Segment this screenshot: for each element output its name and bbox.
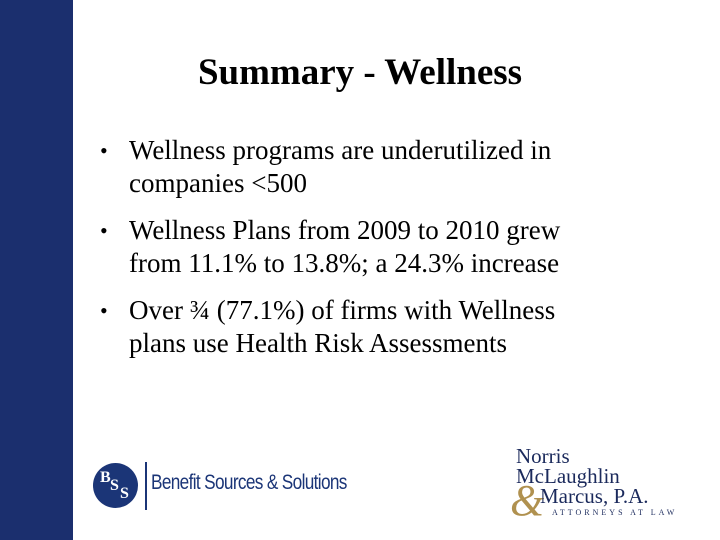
bullet-text-line: from 11.1% to 13.8%; a 24.3% increase [129, 248, 560, 278]
bullet-text-line: Wellness programs are underutilized in [129, 135, 552, 165]
bullet-text-line: Wellness Plans from 2009 to 2010 grew [129, 215, 561, 245]
bullet-icon: • [100, 218, 108, 243]
firm-name-line: McLaughlin [516, 464, 620, 488]
firm-tagline: ATTORNEYS AT LAW [552, 508, 678, 517]
benefit-sources-logo [93, 458, 383, 518]
bss-company-name: Benefit Sources & Solutions [151, 471, 347, 494]
norris-mclaughlin-logo [510, 445, 710, 525]
left-accent-bar [0, 0, 73, 540]
monogram-letter: S [120, 485, 129, 502]
monogram-letter: B [100, 469, 111, 486]
logo-divider [145, 462, 147, 510]
bullet-text-line: plans use Health Risk Assessments [129, 328, 507, 358]
bullet-item [100, 294, 680, 360]
bullet-item [100, 134, 680, 200]
bss-monogram-icon [93, 463, 138, 508]
monogram-letter: S [110, 477, 119, 494]
bullet-list [100, 134, 680, 374]
slide-title: Summary - Wellness [197, 52, 523, 93]
bullet-icon: • [100, 298, 108, 323]
ampersand-icon: & [510, 476, 545, 525]
firm-name-line: Marcus, P.A. [540, 484, 649, 508]
firm-name-line: Norris [516, 444, 570, 468]
bullet-text-line: companies <500 [129, 168, 307, 198]
bullet-icon: • [100, 138, 108, 163]
bullet-text-line: Over ¾ (77.1%) of firms with Wellness [129, 295, 556, 325]
bullet-item [100, 214, 680, 280]
